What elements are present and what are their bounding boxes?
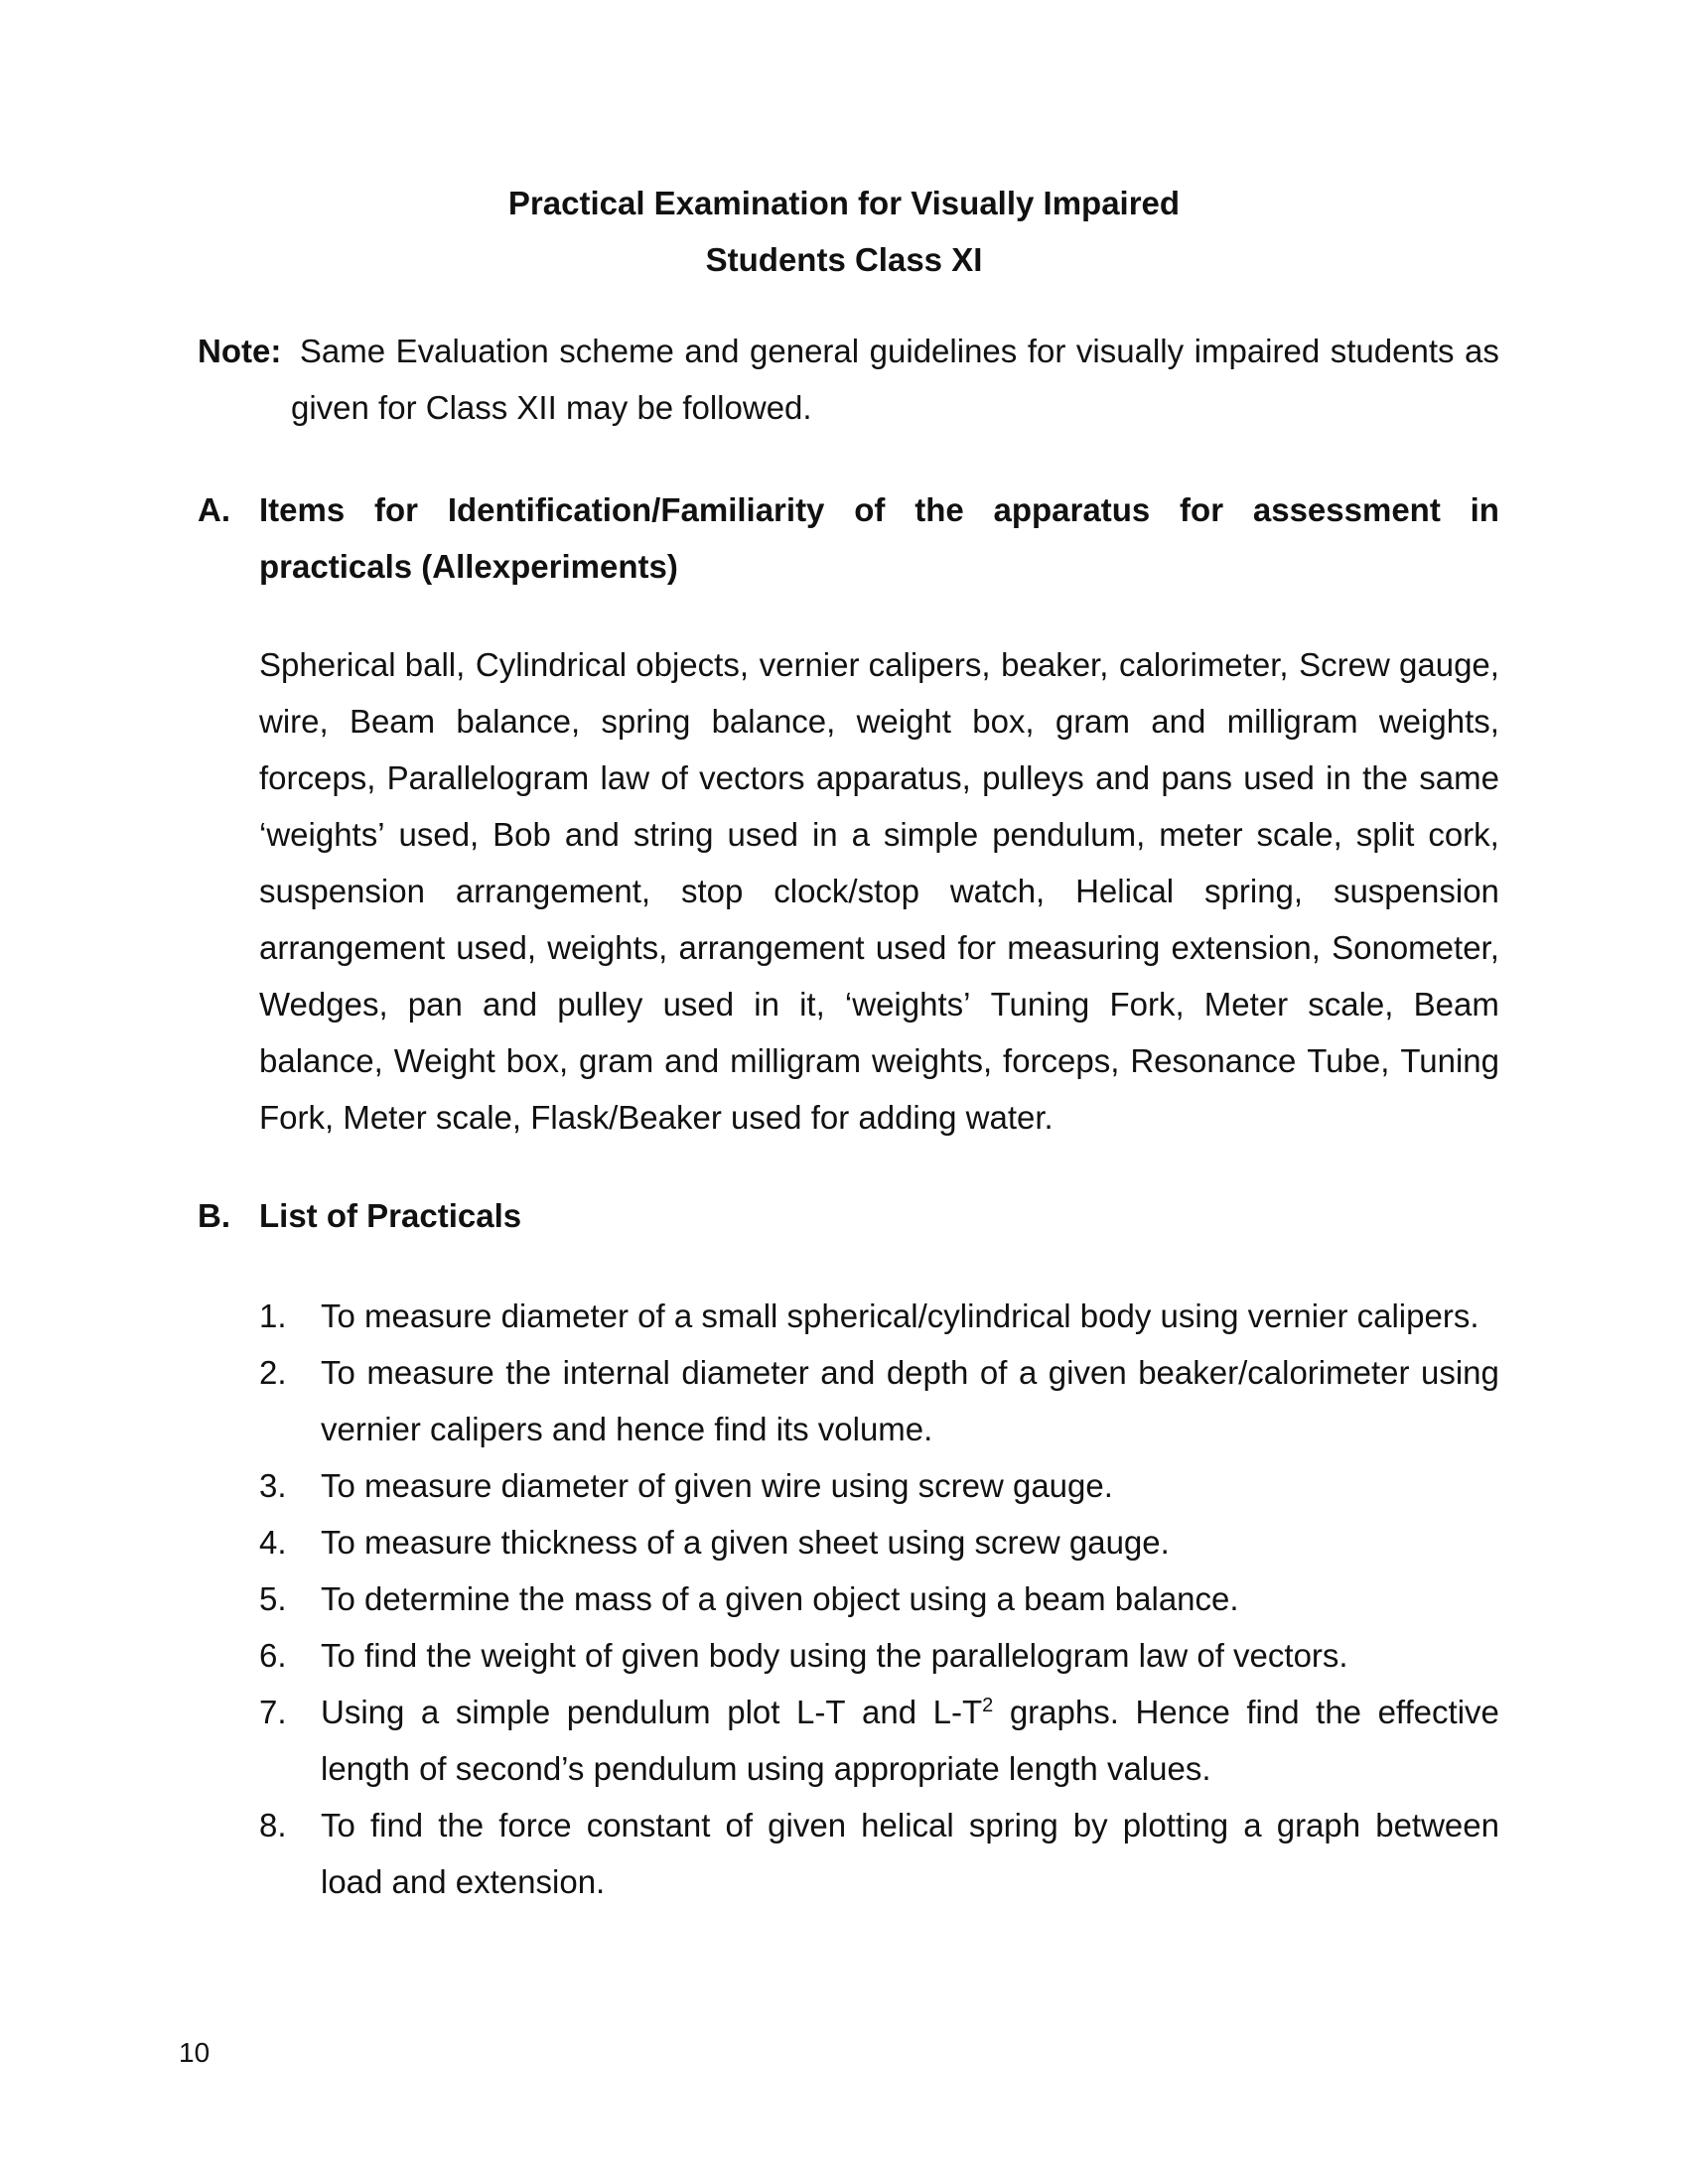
note-word: visually [1075, 333, 1185, 369]
l-t-squared [933, 1684, 994, 1740]
paragraph-word: spring [601, 703, 691, 740]
paragraph-word: Wedges, [259, 986, 388, 1023]
paragraph-word: used [1243, 759, 1315, 796]
list-word: the [505, 1354, 552, 1391]
note-word: and [684, 333, 740, 369]
list-word: and [862, 1694, 917, 1730]
paragraph-word: balance, [711, 703, 836, 740]
list-word: a [420, 1694, 440, 1730]
paragraph-word: box, [505, 1042, 569, 1079]
list-item-line: To measure thickness of a given sheet using screw gauge. [321, 1524, 1170, 1561]
list-item-text [321, 1514, 1499, 1570]
paragraph-word: scale, [1256, 816, 1342, 853]
list-item-line: length of second’s pendulum using appropriate length values. [321, 1750, 1211, 1787]
paragraph-word: in [1326, 759, 1351, 796]
list-item-text [321, 1570, 1499, 1627]
heading-word: in [1470, 491, 1499, 528]
paragraph-word: pulley [557, 986, 643, 1023]
paragraph-word: stop [680, 873, 744, 909]
paragraph-word: scale, [1308, 986, 1394, 1023]
paragraph-word: ‘weights’ [259, 816, 385, 853]
paragraph-word: and [664, 1042, 720, 1079]
paragraph-word: Bob [492, 816, 551, 853]
paragraph-word: for [957, 929, 997, 966]
list-word: the [1316, 1694, 1362, 1730]
paragraph-word: in [754, 986, 779, 1023]
list-word: plot [727, 1694, 780, 1730]
paragraph-line: Fork, Meter scale, Flask/Beaker used for adding water. [259, 1099, 1054, 1136]
paragraph-line [259, 1032, 1499, 1089]
page-title [0, 175, 1688, 288]
list-word: constant [586, 1807, 711, 1843]
heading-word: Identification/Familiarity [447, 491, 825, 528]
paragraph-word: used [875, 929, 947, 966]
section-a-letter: A. [198, 491, 230, 528]
heading-word: Items [259, 491, 346, 528]
list-word: pendulum [566, 1694, 711, 1730]
heading-word: of [854, 491, 886, 528]
paragraph-word: ‘weights’ [844, 986, 971, 1023]
paragraph-word: milligram [730, 1042, 862, 1079]
list-item-text [321, 1797, 1499, 1910]
list-word: spring [968, 1807, 1058, 1843]
paragraph-line [259, 863, 1499, 919]
paragraph-word: forceps, [259, 759, 376, 796]
list-word: given [768, 1807, 847, 1843]
note-word: impaired [1194, 333, 1321, 369]
list-word: and [820, 1354, 876, 1391]
list-item-number: 4. [259, 1524, 287, 1561]
list-word: by [1072, 1807, 1108, 1843]
list-item-number: 8. [259, 1807, 287, 1843]
section-a-heading-line-2: practicals (Allexperiments) [259, 548, 678, 585]
list-word: graphs. [1009, 1694, 1119, 1730]
paragraph-word: string [633, 816, 714, 853]
heading-word: apparatus [993, 491, 1151, 528]
list-item-line [321, 1344, 1499, 1401]
note-word: students [1330, 333, 1455, 369]
paragraph-word: vectors [699, 759, 805, 796]
paragraph-word: Cylindrical objects, [475, 646, 749, 683]
note-word: Same [299, 333, 386, 369]
list-item [259, 1457, 1499, 1514]
list-item [259, 1797, 1499, 1910]
paragraph-word: the [1362, 759, 1408, 796]
paragraph-word: Parallelogram [386, 759, 590, 796]
list-item-text [321, 1627, 1499, 1684]
note-word: Evaluation [395, 333, 549, 369]
list-item-line: To determine the mass of a given object using a beam balance. [321, 1580, 1239, 1617]
note-continuation: given for Class XII may be followed. [291, 389, 812, 426]
paragraph-word: Beam [349, 703, 436, 740]
list-word: Using [321, 1694, 405, 1730]
paragraph-word: gram [1055, 703, 1131, 740]
list-item-line: load and extension. [321, 1863, 606, 1900]
paragraph-word: pulleys [982, 759, 1084, 796]
list-word: simple [455, 1694, 551, 1730]
section-a-heading [198, 481, 1499, 595]
section-b-heading [198, 1187, 1499, 1244]
paragraph-word: Sonometer, [1332, 929, 1499, 966]
list-item [259, 1570, 1499, 1627]
list-word: the [438, 1807, 485, 1843]
paragraph-word: used, [398, 816, 480, 853]
paragraph-word: a [851, 816, 870, 853]
list-word: between [1375, 1807, 1499, 1843]
list-item-text [321, 1344, 1499, 1457]
paragraph-word: spring, [1204, 873, 1304, 909]
paragraph-word: pendulum, [992, 816, 1146, 853]
list-word: To [321, 1354, 355, 1391]
paragraph-word: Tube, [1307, 1042, 1390, 1079]
paragraph-word: used [662, 986, 735, 1023]
paragraph-word: Helical [1075, 873, 1175, 909]
list-word: diameter [681, 1354, 809, 1391]
practicals-list [259, 1288, 1499, 1910]
paragraph-word: pan [407, 986, 463, 1023]
page-number: 10 [179, 2037, 211, 2068]
paragraph-word: wire, [259, 703, 329, 740]
paragraph-word: Spherical ball, [259, 646, 466, 683]
paragraph-word: weights, [872, 1042, 993, 1079]
paragraph-word: law [600, 759, 650, 796]
paragraph-word: same [1419, 759, 1499, 796]
paragraph-line [259, 750, 1499, 806]
paragraph-word: and [1095, 759, 1151, 796]
paragraph-word: milligram [1226, 703, 1358, 740]
list-word: of [725, 1807, 754, 1843]
paragraph-word: in [811, 816, 838, 853]
list-word: find [1246, 1694, 1300, 1730]
list-item-number: 1. [259, 1297, 287, 1334]
heading-word: for [374, 491, 419, 528]
note-word: scheme [559, 333, 674, 369]
paragraph-word: arrangement [259, 929, 446, 966]
paragraph-word: used, [456, 929, 537, 966]
paragraph-word: weights, [1378, 703, 1499, 740]
list-word: L-T [932, 1694, 983, 1730]
list-item-number: 2. [259, 1354, 287, 1391]
list-item [259, 1627, 1499, 1684]
note-word: as [1465, 333, 1499, 369]
note-word: for [1027, 333, 1066, 369]
paragraph-word: Fork, [1109, 986, 1185, 1023]
paragraph-word: vernier calipers, [759, 646, 991, 683]
list-item-text [321, 1684, 1499, 1797]
list-word: Hence [1135, 1694, 1230, 1730]
list-item-text [321, 1288, 1499, 1344]
paragraph-word: gram [579, 1042, 654, 1079]
paragraph-word: balance, [259, 1042, 383, 1079]
list-word: beaker/calorimeter [1138, 1354, 1410, 1391]
paragraph-word: and [482, 986, 538, 1023]
paragraph-word: Meter [1203, 986, 1289, 1023]
note-block [198, 323, 1499, 436]
heading-word: for [1180, 491, 1224, 528]
list-item [259, 1288, 1499, 1344]
list-word: helical [861, 1807, 954, 1843]
list-item-text [321, 1457, 1499, 1514]
list-item [259, 1344, 1499, 1457]
paragraph-word: Weight [393, 1042, 495, 1079]
list-word: measure [366, 1354, 494, 1391]
paragraph-word: Tuning [1400, 1042, 1499, 1079]
paragraph-word: watch, [949, 873, 1046, 909]
paragraph-word: suspension [259, 873, 425, 909]
paragraph-line [259, 976, 1499, 1032]
paragraph-word: and [1151, 703, 1206, 740]
list-word: a [1243, 1807, 1262, 1843]
title-line-1: Practical Examination for Visually Impaired [507, 185, 1181, 221]
heading-word: the [914, 491, 964, 528]
note-word: general [750, 333, 860, 369]
paragraph-word: of [660, 759, 688, 796]
paragraph-word: pans [1161, 759, 1232, 796]
list-word: force [498, 1807, 572, 1843]
list-item-line: To measure diameter of given wire using screw gauge. [321, 1467, 1113, 1504]
list-word: depth [886, 1354, 969, 1391]
paragraph-line [259, 693, 1499, 750]
list-item-number: 7. [259, 1694, 287, 1730]
list-item-number: 3. [259, 1467, 287, 1504]
section-a-paragraph [259, 636, 1499, 1146]
paragraph-word: weight [856, 703, 951, 740]
list-item-line [321, 1797, 1499, 1853]
paragraph-word: Screw gauge, [1299, 646, 1499, 683]
paragraph-line [259, 919, 1499, 976]
list-item-line: To find the weight of given body using the parallelogram law of vectors. [321, 1637, 1348, 1674]
list-word: internal [562, 1354, 670, 1391]
list-word: using [1420, 1354, 1499, 1391]
list-item-line: To measure diameter of a small spherical/cylindrical body using vernier calipers. [321, 1297, 1479, 1334]
paragraph-word: measuring [1007, 929, 1161, 966]
paragraph-word: clock/stop [774, 873, 919, 909]
list-word: graph [1276, 1807, 1361, 1843]
paragraph-word: Resonance [1130, 1042, 1297, 1079]
list-word: L-T [796, 1694, 846, 1730]
list-word: effective [1377, 1694, 1499, 1730]
list-word: find [369, 1807, 424, 1843]
paragraph-word: extension, [1171, 929, 1321, 966]
paragraph-word: arrangement, [455, 873, 651, 909]
note-first-line [198, 323, 1499, 379]
list-item [259, 1684, 1499, 1797]
section-b-title: List of Practicals [259, 1197, 522, 1234]
title-line-2: Students Class XI [705, 241, 983, 278]
paragraph-word: balance, [456, 703, 581, 740]
paragraph-word: forceps, [1003, 1042, 1120, 1079]
paragraph-word: calorimeter, [1119, 646, 1289, 683]
list-word: of [979, 1354, 1008, 1391]
list-item-line: vernier calipers and hence find its volume. [321, 1411, 933, 1447]
list-word: a [1018, 1354, 1038, 1391]
list-word: given [1048, 1354, 1127, 1391]
paragraph-word: simple [883, 816, 979, 853]
paragraph-word: suspension [1333, 873, 1499, 909]
note-label: Note: [198, 333, 282, 369]
paragraph-word: and [564, 816, 620, 853]
list-item-line [321, 1684, 1499, 1740]
paragraph-word: cork, [1428, 816, 1499, 853]
superscript: 2 [982, 1695, 994, 1716]
paragraph-word: Tuning [990, 986, 1090, 1023]
paragraph-word: used [727, 816, 799, 853]
section-b-letter: B. [198, 1197, 230, 1234]
paragraph-word: box, [972, 703, 1035, 740]
section-a-heading-line-1 [259, 481, 1499, 538]
paragraph-word: apparatus, [815, 759, 971, 796]
paragraph-word: beaker, [1001, 646, 1109, 683]
note-word: guidelines [869, 333, 1018, 369]
paragraph-word: meter [1159, 816, 1243, 853]
list-item [259, 1514, 1499, 1570]
paragraph-word: Beam [1413, 986, 1499, 1023]
paragraph-line [259, 636, 1499, 693]
list-word: plotting [1122, 1807, 1229, 1843]
heading-word: assessment [1252, 491, 1441, 528]
paragraph-word: it, [799, 986, 825, 1023]
paragraph-word: weights, [547, 929, 668, 966]
list-item-number: 6. [259, 1637, 287, 1674]
list-item-number: 5. [259, 1580, 287, 1617]
paragraph-line [259, 806, 1499, 863]
paragraph-word: split [1355, 816, 1415, 853]
paragraph-word: arrangement [678, 929, 865, 966]
list-word: To [321, 1807, 355, 1843]
